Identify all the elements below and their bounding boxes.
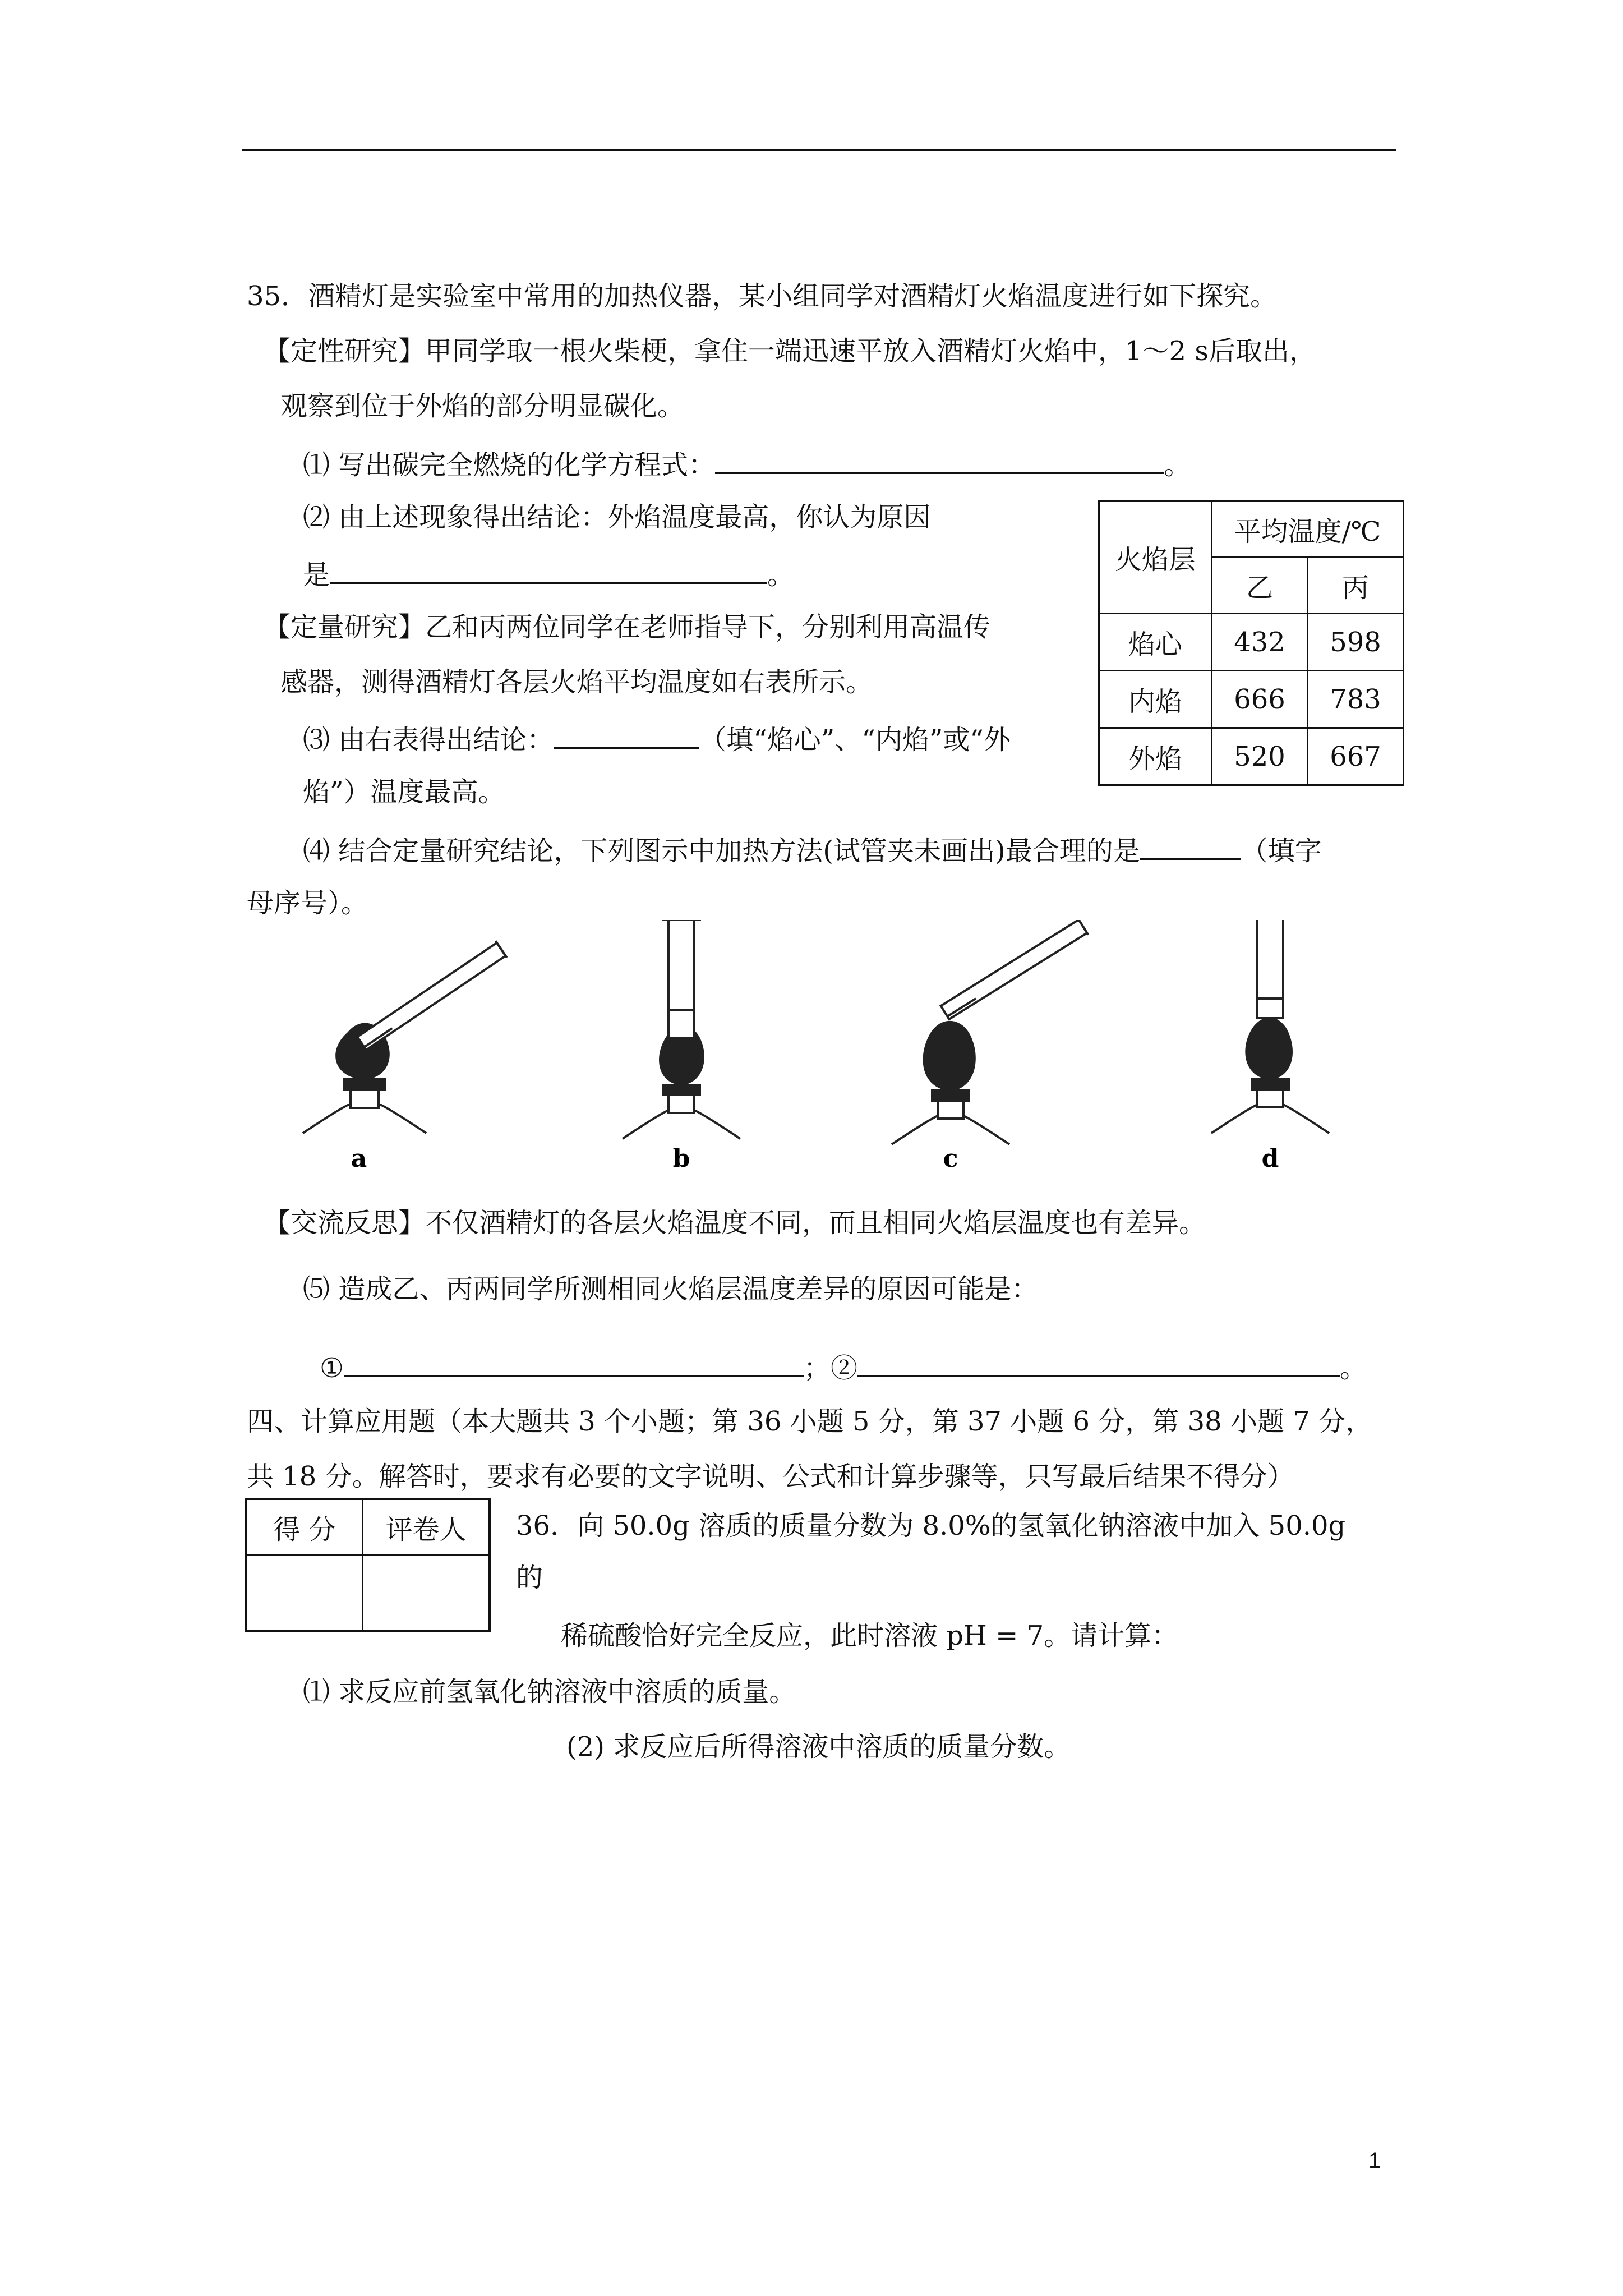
part5-end: 。 <box>1340 1352 1367 1384</box>
table-row <box>1099 728 1404 785</box>
grader-cell[interactable] <box>363 1555 490 1631</box>
q35-part2-line1: ⑵ 由上述现象得出结论：外焰温度最高，你认为原因 <box>303 501 931 533</box>
part1-text: ⑴ 写出碳完全燃烧的化学方程式： <box>303 449 716 481</box>
reflection-label: 【交流反思】 <box>264 1207 426 1239</box>
q35-part1 <box>303 445 1191 482</box>
q35-part5: ⑸ 造成乙、丙两同学所测相同火焰层温度差异的原因可能是： <box>303 1273 1039 1305</box>
table-header-layer: 火焰层 <box>1099 501 1212 614</box>
part2-end: 。 <box>767 559 795 591</box>
part4-text-2: （填字 <box>1241 835 1322 867</box>
figure-c <box>892 920 1088 1173</box>
q35-intro: 35．酒精灯是实验室中常用的加热仪器，某小组同学对酒精灯火焰温度进行如下探究。 <box>247 280 1278 312</box>
part1-end: 。 <box>1164 449 1191 481</box>
answer-blank-reason[interactable] <box>330 555 767 584</box>
reflection-line <box>264 1206 1206 1240</box>
quantitative-text-1: 乙和丙两位同学在老师指导下，分别利用高温传 <box>425 611 991 643</box>
q36-line1: 36．向 50.0g 溶质的质量分数为 8.0%的氢氧化钠溶液中加入 50.0g <box>516 1510 1346 1542</box>
figure-d <box>1211 920 1329 1173</box>
answer-blank-hottest-layer[interactable] <box>554 720 699 749</box>
figure-label-a: a <box>351 1144 367 1173</box>
qualitative-line-1 <box>264 334 1316 368</box>
part3-text: ⑶ 由右表得出结论： <box>303 724 554 756</box>
score-box <box>245 1498 491 1632</box>
table-row <box>1099 614 1404 671</box>
header-rule <box>242 149 1396 151</box>
table-cell-layer: 内焰 <box>1099 671 1212 728</box>
section4-heading-line1: 四、计算应用题（本大题共 3 个小题；第 36 小题 5 分，第 37 小题 6 分，第 38 小题 7 分， <box>247 1406 1373 1437</box>
answer-blank-method[interactable] <box>1140 831 1241 860</box>
q35-part3-line1 <box>303 720 1011 757</box>
answer-blank-reason-1[interactable] <box>344 1349 804 1377</box>
q35-part2-line2 <box>303 555 794 592</box>
figure-b <box>623 920 740 1173</box>
table-header-yi: 乙 <box>1212 558 1308 614</box>
grader-label: 评卷人 <box>363 1499 490 1555</box>
q35-part4-line2: 母序号）。 <box>247 887 368 919</box>
answer-blank-equation[interactable] <box>715 445 1164 474</box>
table-cell-bing: 598 <box>1308 614 1404 671</box>
heating-methods-figure <box>292 920 1402 1189</box>
quantitative-line-1 <box>264 610 990 644</box>
table-cell-layer: 外焰 <box>1099 728 1212 785</box>
score-label: 得 分 <box>246 1499 363 1555</box>
table-cell-yi: 432 <box>1212 614 1308 671</box>
q35-part3-line2: 焰”）温度最高。 <box>303 776 505 808</box>
score-cell[interactable] <box>246 1555 363 1631</box>
quantitative-line-2: 感器，测得酒精灯各层火焰平均温度如右表所示。 <box>280 666 873 698</box>
flame-temperature-table <box>1098 500 1404 786</box>
table-cell-yi: 666 <box>1212 671 1308 728</box>
qualitative-line-2: 观察到位于外焰的部分明显碳化。 <box>280 390 685 422</box>
q36-part2: (2) 求反应后所得溶液中溶质的质量分数。 <box>566 1731 1071 1763</box>
page-number: 1 <box>1368 2148 1381 2173</box>
figure-label-d: d <box>1261 1144 1279 1173</box>
table-cell-bing: 783 <box>1308 671 1404 728</box>
qualitative-text-1: 甲同学取一根火柴梗，拿住一端迅速平放入酒精灯火焰中，1～2 s后取出， <box>425 335 1316 367</box>
part2-text: 是 <box>303 559 330 591</box>
section4-heading-line2: 共 18 分。解答时，要求有必要的文字说明、公式和计算步骤等，只写最后结果不得分） <box>247 1461 1294 1492</box>
part3-text-2: （填“焰心”、“内焰”或“外 <box>699 724 1011 756</box>
q35-part4-line1 <box>303 831 1322 868</box>
quantitative-label: 【定量研究】 <box>264 611 426 643</box>
table-cell-yi: 520 <box>1212 728 1308 785</box>
part4-text: ⑷ 结合定量研究结论，下列图示中加热方法(试管夹未画出)最合理的是 <box>303 835 1140 867</box>
table-row <box>1099 671 1404 728</box>
q36-line3: 稀硫酸恰好完全反应，此时溶液 pH = 7。请计算： <box>561 1620 1179 1651</box>
q36-line2: 的 <box>516 1562 543 1593</box>
table-header-bing: 丙 <box>1308 558 1404 614</box>
reflection-text: 不仅酒精灯的各层火焰温度不同，而且相同火焰层温度也有差异。 <box>425 1207 1206 1239</box>
qualitative-label: 【定性研究】 <box>264 335 426 367</box>
q35-part5-answers <box>320 1349 1367 1385</box>
table-cell-layer: 焰心 <box>1099 614 1212 671</box>
figure-label-b: b <box>672 1144 690 1173</box>
answer-marker-2: ；② <box>804 1352 858 1384</box>
q36-part1: ⑴ 求反应前氢氧化钠溶液中溶质的质量。 <box>303 1676 796 1708</box>
answer-blank-reason-2[interactable] <box>857 1349 1340 1377</box>
figure-a <box>303 941 507 1173</box>
answer-marker-1: ① <box>320 1352 344 1384</box>
table-header-average-temp: 平均温度/℃ <box>1212 501 1404 558</box>
table-cell-bing: 667 <box>1308 728 1404 785</box>
figure-label-c: c <box>943 1144 958 1173</box>
